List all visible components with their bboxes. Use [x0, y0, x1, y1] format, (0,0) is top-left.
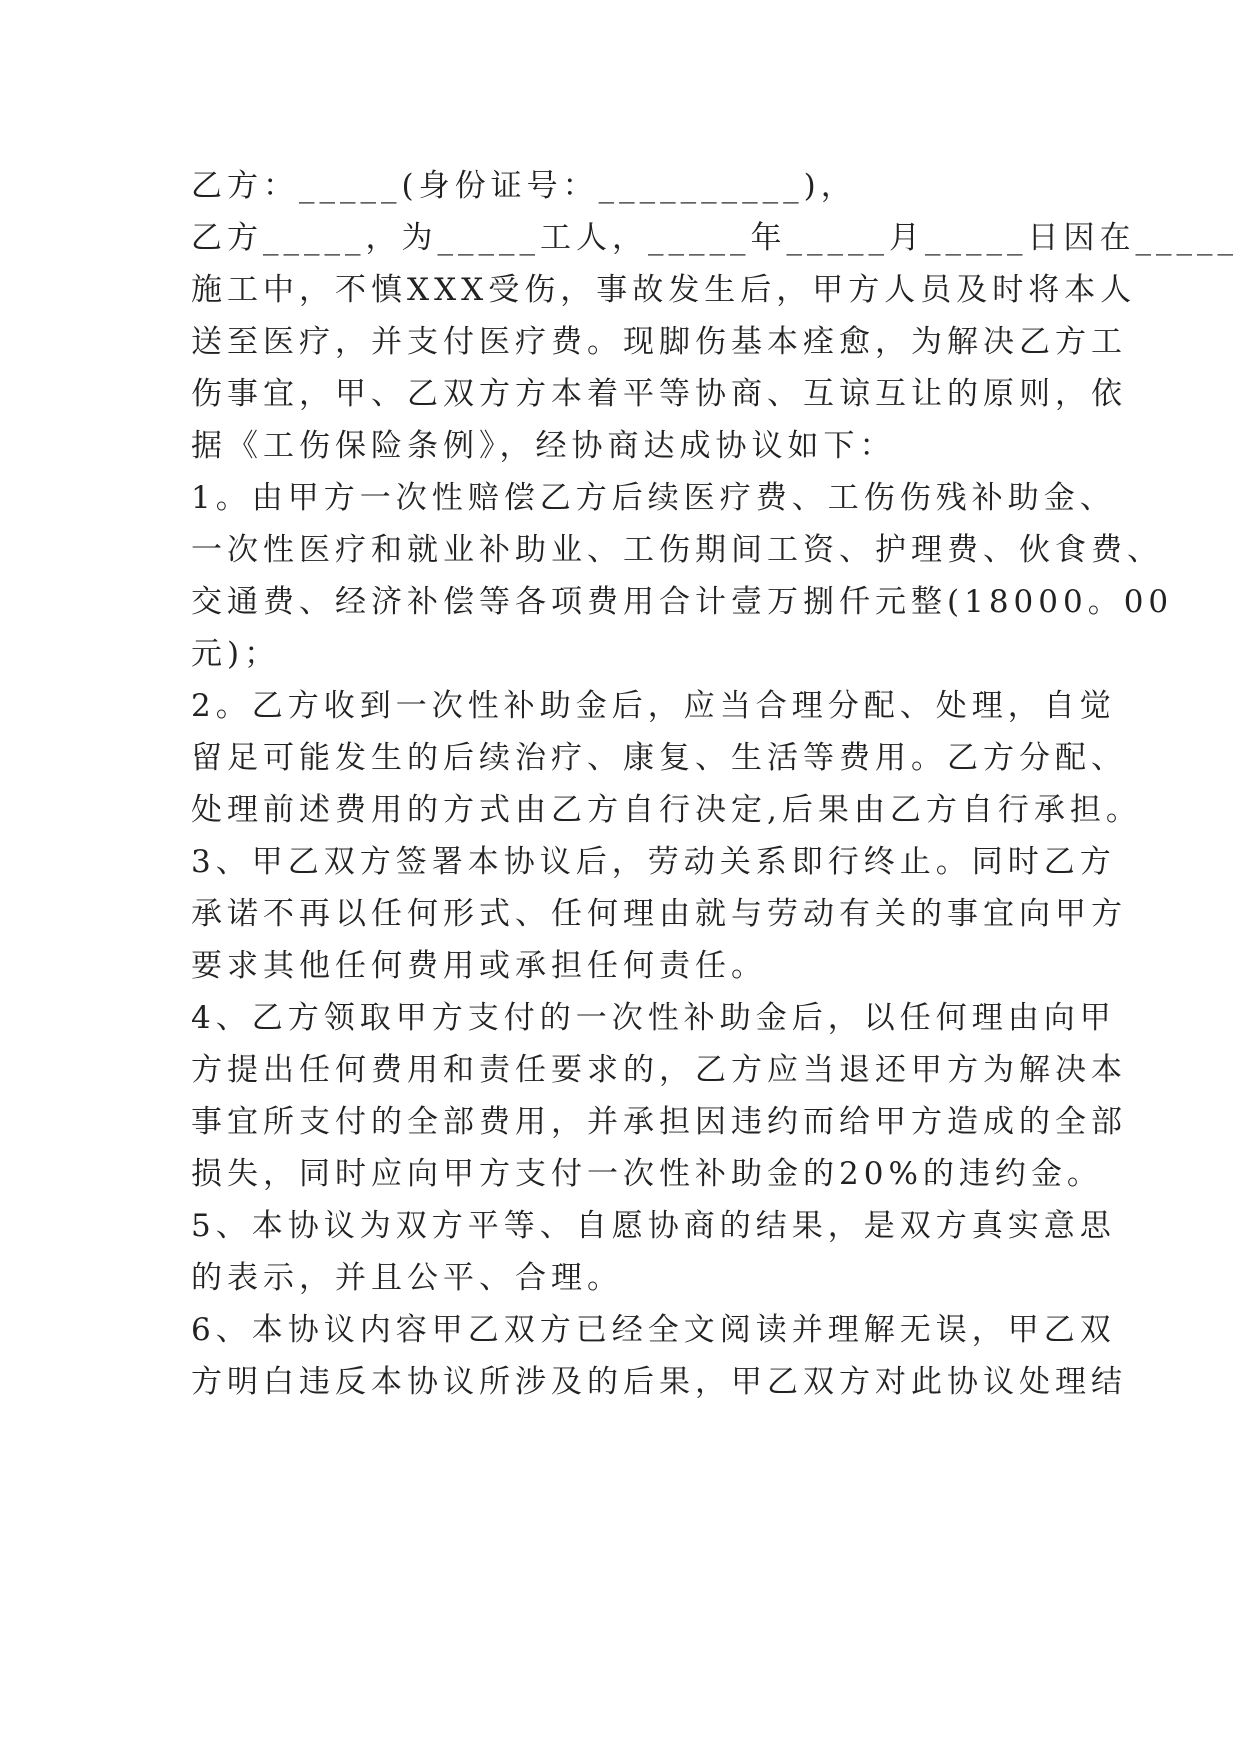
clause-2-line: 处理前述费用的方式由乙方自行决定,后果由乙方自行承担。	[191, 792, 1142, 828]
text-line: 送至医疗，并支付医疗费。现脚伤基本痊愈，为解决乙方工	[191, 324, 1127, 360]
clause-3-line: 承诺不再以任何形式、任何理由就与劳动有关的事宜向甲方	[191, 896, 1127, 932]
text-line: 乙方：_____(身份证号：__________)，	[191, 168, 857, 204]
clause-1-line: 交通费、经济补偿等各项费用合计壹万捌仟元整(18000。00	[191, 584, 1174, 620]
clause-1-line: 元)；	[191, 636, 281, 672]
text-line: 乙方_____，为_____工人，_____年_____月_____日因在_____	[191, 220, 1238, 256]
text-line: 伤事宜，甲、乙双方方本着平等协商、互谅互让的原则，依	[191, 376, 1127, 412]
clause-3-line: 3、甲乙双方签署本协议后，劳动关系即行终止。同时乙方	[191, 844, 1116, 880]
text-line: 施工中，不慎XXX受伤，事故发生后，甲方人员及时将本人	[191, 272, 1137, 308]
clause-4-line: 损失，同时应向甲方支付一次性补助金的20%的违约金。	[191, 1156, 1103, 1192]
text-line: 据《工伤保险条例》，经协商达成协议如下：	[191, 428, 896, 464]
clause-5-line: 5、本协议为双方平等、自愿协商的结果，是双方真实意思	[191, 1208, 1116, 1244]
clause-1-line: 1。由甲方一次性赔偿乙方后续医疗费、工伤伤残补助金、	[191, 480, 1116, 516]
clause-4-line: 事宜所支付的全部费用，并承担因违约而给甲方造成的全部	[191, 1104, 1127, 1140]
clause-3-line: 要求其他任何费用或承担任何责任。	[191, 948, 767, 984]
clause-6-line: 方明白违反本协议所涉及的后果，甲乙双方对此协议处理结	[191, 1364, 1127, 1400]
clause-2-line: 留足可能发生的后续治疗、康复、生活等费用。乙方分配、	[191, 740, 1127, 776]
agreement-body	[191, 160, 1238, 1408]
clause-1-line: 一次性医疗和就业补助业、工伤期间工资、护理费、伙食费、	[191, 532, 1163, 568]
clause-4-line: 方提出任何费用和责任要求的，乙方应当退还甲方为解决本	[191, 1052, 1127, 1088]
clause-6-line: 6、本协议内容甲乙双方已经全文阅读并理解无误，甲乙双	[191, 1312, 1116, 1348]
clause-2-line: 2。乙方收到一次性补助金后，应当合理分配、处理，自觉	[191, 688, 1116, 724]
clause-5-line: 的表示，并且公平、合理。	[191, 1260, 623, 1296]
clause-4-line: 4、乙方领取甲方支付的一次性补助金后，以任何理由向甲	[191, 1000, 1116, 1036]
